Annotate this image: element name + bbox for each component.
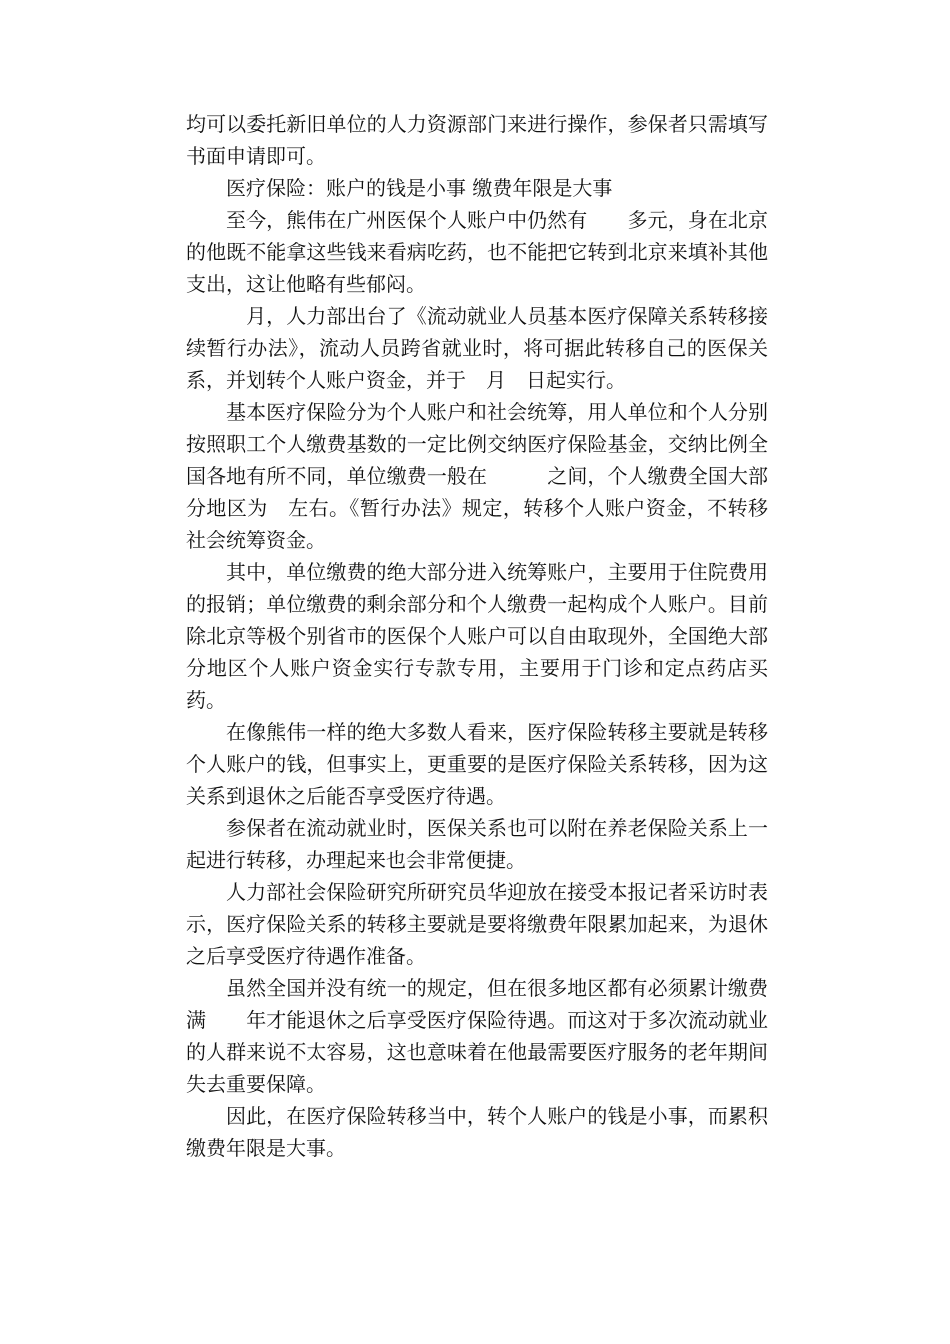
paragraph: 月，人力部出台了《流动就业人员基本医疗保障关系转移接续暂行办法》，流动人员跨省就业时，将可据此转移自己的医保关系，并划转个人账户资金，并于 月 日起实行。 [186,304,768,392]
paragraph-continuation: 均可以委托新旧单位的人力资源部门来进行操作，参保者只需填写书面申请即可。 [186,112,768,168]
paragraph: 人力部社会保险研究所研究员华迎放在接受本报记者采访时表示，医疗保险关系的转移主要就是要将缴费年限累加起来，为退休之后享受医疗待遇作准备。 [186,880,768,968]
paragraph: 虽然全国并没有统一的规定，但在很多地区都有必须累计缴费满 年才能退休之后享受医疗保险待遇。而这对于多次流动就业的人群来说不太容易，这也意味着在他最需要医疗服务的老年期间失去重要保障。 [186,976,768,1096]
paragraph: 因此，在医疗保险转移当中，转个人账户的钱是小事，而累积缴费年限是大事。 [186,1104,768,1160]
article-body [186,108,768,1164]
paragraph: 在像熊伟一样的绝大多数人看来，医疗保险转移主要就是转移个人账户的钱，但事实上，更重要的是医疗保险关系转移，因为这关系到退休之后能否享受医疗待遇。 [186,720,768,808]
paragraph: 至今，熊伟在广州医保个人账户中仍然有 多元，身在北京的他既不能拿这些钱来看病吃药，也不能把它转到北京来填补其他支出，这让他略有些郁闷。 [186,208,768,296]
paragraph: 其中，单位缴费的绝大部分进入统筹账户，主要用于住院费用的报销；单位缴费的剩余部分和个人缴费一起构成个人账户。目前除北京等极个别省市的医保个人账户可以自由取现外，全国绝大部分地区个人账户资金实行专款专用，主要用于门诊和定点药店买药。 [186,560,768,712]
paragraph: 参保者在流动就业时，医保关系也可以附在养老保险关系上一起进行转移，办理起来也会非常便捷。 [186,816,768,872]
section-heading: 医疗保险：账户的钱是小事 缴费年限是大事 [226,176,613,200]
paragraph: 基本医疗保险分为个人账户和社会统筹，用人单位和个人分别按照职工个人缴费基数的一定比例交纳医疗保险基金，交纳比例全国各地有所不同，单位缴费一般在 之间，个人缴费全国大部分地区为 左右。《暂行办法》规定，转移个人账户资金，不转移社会统筹资金。 [186,400,768,552]
